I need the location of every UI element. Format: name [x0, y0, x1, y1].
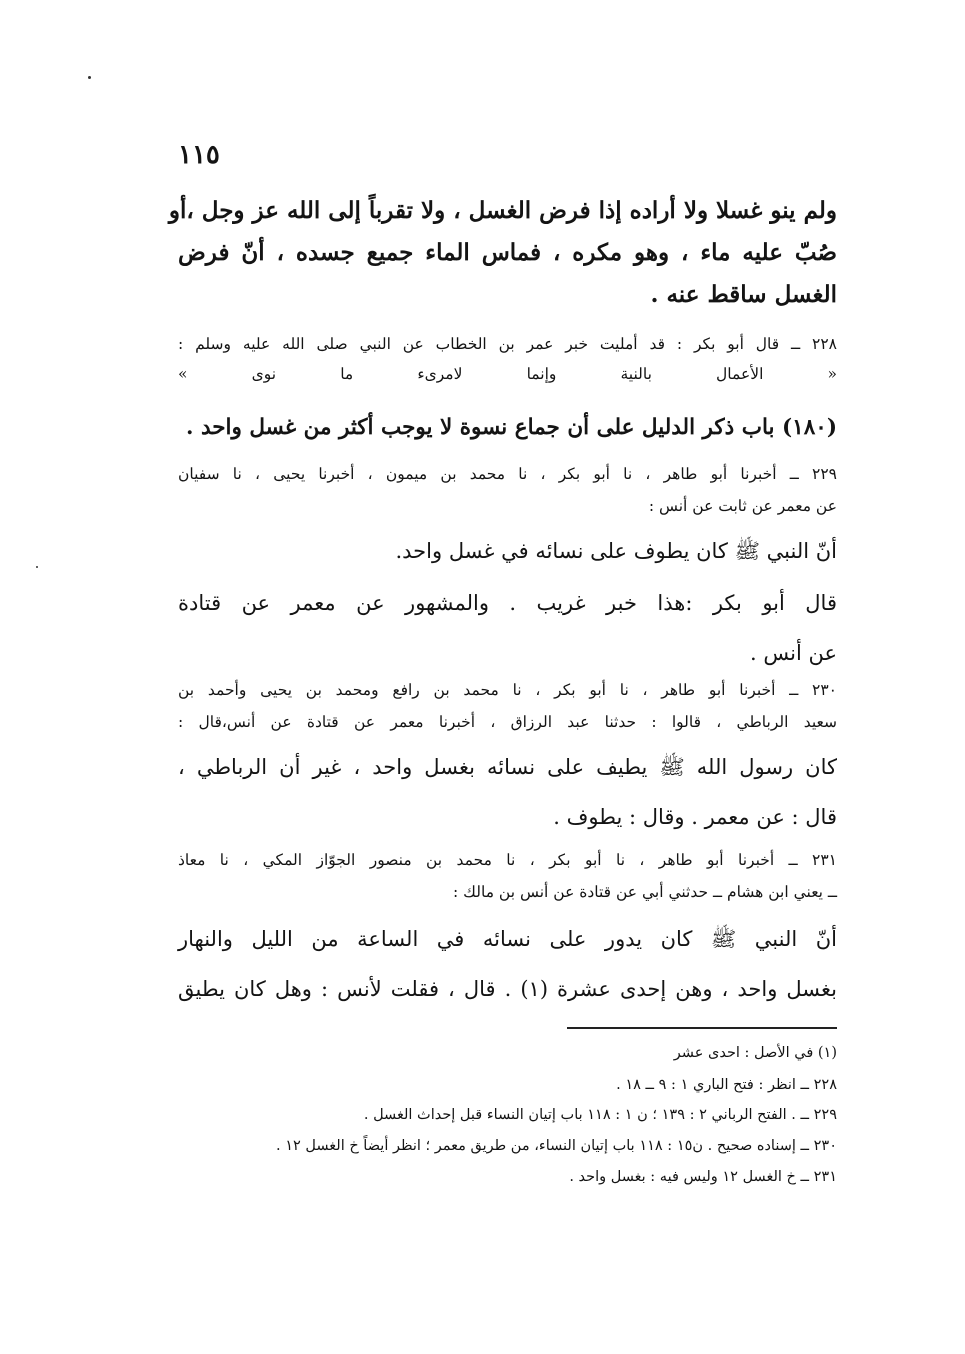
hadith-230-matn-line-1: كان رسول الله ﷺ يطيف على نسائه بغسل واحد ، غير أن الرباطي ، [178, 755, 837, 779]
hadith-229-matn: أنّ النبي ﷺ كان يطوف على نسائه في غسل واحد. [395, 539, 837, 563]
hadith-231-isnad-line-1: ٢٣١ ــ أخبرنا أبو طاهر ، نا أبو بكر ، نا محمد بن منصور الجوّاز المكي ، نا معاذ [178, 851, 837, 869]
footnote-separator [567, 1027, 837, 1029]
footnote-229: ٢٢٩ ــ . الفتح الرباني ٢ : ١٣٩ ؛ ن ١ : ١١٨ باب إتيان النساء قبل إحداث الغسل . [363, 1107, 837, 1123]
footnote-231: ٢٣١ ــ خ الغسل ١٢ وليس فيه : بغسل واحد . [569, 1169, 837, 1185]
intro-line-1: ولم ينو غسلا ولا أراده إذا فرض الغسل ، ولا تقرباً إلى الله عز وجل ،أو [168, 197, 837, 224]
hadith-230-isnad-line-2: سعيد الرباطي ، قالوا : حدثنا عبد الرزاق ، أخبرنا معمر عن قتادة عن أنس،قال : [178, 713, 837, 731]
chapter-heading: (١٨٠) باب ذكر الدليل على أن جماع نسوة لا يوجب أكثر من غسل واحد . [186, 415, 837, 440]
hadith-229-comment-line-1: قال أبو بكر :هذا خبر غريب . والمشهور عن معمر عن قتادة [178, 591, 837, 615]
hadith-231-isnad-line-2: ــ يعني ابن هشام ــ حدثني أبي عن قتادة عن أنس بن مالك : [453, 883, 837, 901]
intro-line-2: صُبّ عليه ماء ، وهو مكره ، فماس الماء جميع جسده ، أنّ فرض [178, 239, 837, 266]
hadith-228-line-2: « الأعمال بالنية وإنما لامرىء ما نوى » [178, 365, 837, 383]
hadith-229-comment-line-2: عن أنس . [750, 641, 837, 665]
hadith-228-line-1: ٢٢٨ ــ قال أبو بكر : قد أمليت خبر عمر بن الخطاب عن النبي صلى الله عليه وسلم : [178, 335, 837, 353]
hadith-230-isnad-line-1: ٢٣٠ ــ أخبرنا أبو طاهر ، نا أبو بكر ، نا محمد بن رافع ومحمد بن يحيى وأحمد بن [178, 681, 837, 699]
page-number: ١١٥ [178, 140, 220, 170]
footnote-230: ٢٣٠ ــ إسناده صحيح . ن١٥ : ١١٨ باب إتيان النساء، من طريق معمر ؛ انظر أيضاً خ الغسل ١٢ . [275, 1138, 837, 1154]
hadith-229-isnad-line-2: عن معمر عن ثابت عن أنس : [648, 497, 837, 515]
hadith-230-matn-line-2: قال : عن معمر . وقال : يطوف . [553, 805, 837, 829]
scan-speck [36, 566, 38, 568]
footnote-1: (١) في الأصل : احدى عشر [673, 1045, 837, 1061]
scan-speck [88, 76, 91, 79]
hadith-231-matn-line-1: أنّ النبي ﷺ كان يدور على نسائه في الساعة من الليل والنهار [178, 927, 837, 951]
intro-line-3: الغسل ساقط عنه . [650, 281, 837, 308]
hadith-229-isnad-line-1: ٢٢٩ ــ أخبرنا أبو طاهر ، نا أبو بكر ، نا محمد بن ميمون ، أخبرنا يحيى ، نا سفيان [178, 465, 837, 483]
hadith-231-matn-line-2: بغسل واحد ، وهن إحدى عشرة (١) . قال ، فقلت لأنس : وهل كان يطيق [178, 977, 837, 1001]
footnote-228: ٢٢٨ ــ انظر : فتح الباري ١ : ٩ ــ ١٨ . [616, 1077, 837, 1093]
